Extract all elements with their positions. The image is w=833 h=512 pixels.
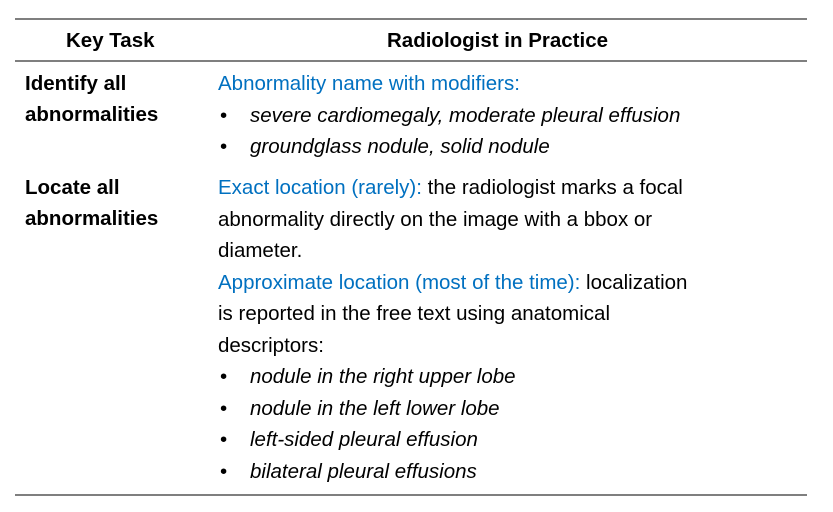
task-line: abnormalities: [25, 103, 159, 126]
list-item: • nodule in the left lower lobe: [218, 393, 808, 425]
exact-location-text: abnormality directly on the image with a bbox or: [218, 207, 653, 231]
list-item: • left-sided pleural effusion: [218, 424, 808, 456]
bullet-icon: •: [220, 428, 228, 451]
bullet-icon: •: [220, 459, 228, 483]
list-item: • nodule in the right upper lobe: [218, 361, 808, 393]
task-identify: [25, 68, 158, 130]
exact-location-label: Exact location (rarely):: [218, 176, 422, 199]
header-key-task: Key Task: [66, 29, 155, 52]
bullet-icon: •: [220, 103, 228, 127]
identify-description: [218, 68, 808, 163]
approx-location-text: descriptors:: [218, 333, 324, 357]
locate-description: [218, 172, 808, 487]
task-locate: [25, 172, 158, 234]
bullet-icon: •: [220, 135, 228, 158]
abnormality-name-heading: Abnormality name with modifiers:: [218, 72, 520, 95]
list-item: • bilateral pleural effusions: [218, 456, 808, 488]
task-line: Identify all: [25, 72, 127, 95]
header-bottom-rule: [15, 60, 807, 62]
bullet-icon: •: [220, 365, 228, 388]
task-line: abnormalities: [25, 207, 159, 230]
list-item: • severe cardiomegaly, moderate pleural effusion: [218, 100, 808, 132]
task-line: Locate all: [25, 176, 120, 199]
approx-location-label: Approximate location (most of the time):: [218, 270, 581, 294]
table-top-rule: [15, 18, 807, 20]
approx-location-text: is reported in the free text using anatomical: [218, 302, 610, 325]
bullet-icon: •: [220, 396, 228, 420]
approx-location-text: localization: [580, 270, 688, 294]
table-bottom-rule: [15, 494, 807, 496]
list-item: • groundglass nodule, solid nodule: [218, 131, 808, 163]
header-radiologist-in-practice: Radiologist in Practice: [387, 29, 608, 52]
exact-location-text: the radiologist marks a focal: [421, 176, 683, 199]
exact-location-text: diameter.: [218, 239, 303, 262]
